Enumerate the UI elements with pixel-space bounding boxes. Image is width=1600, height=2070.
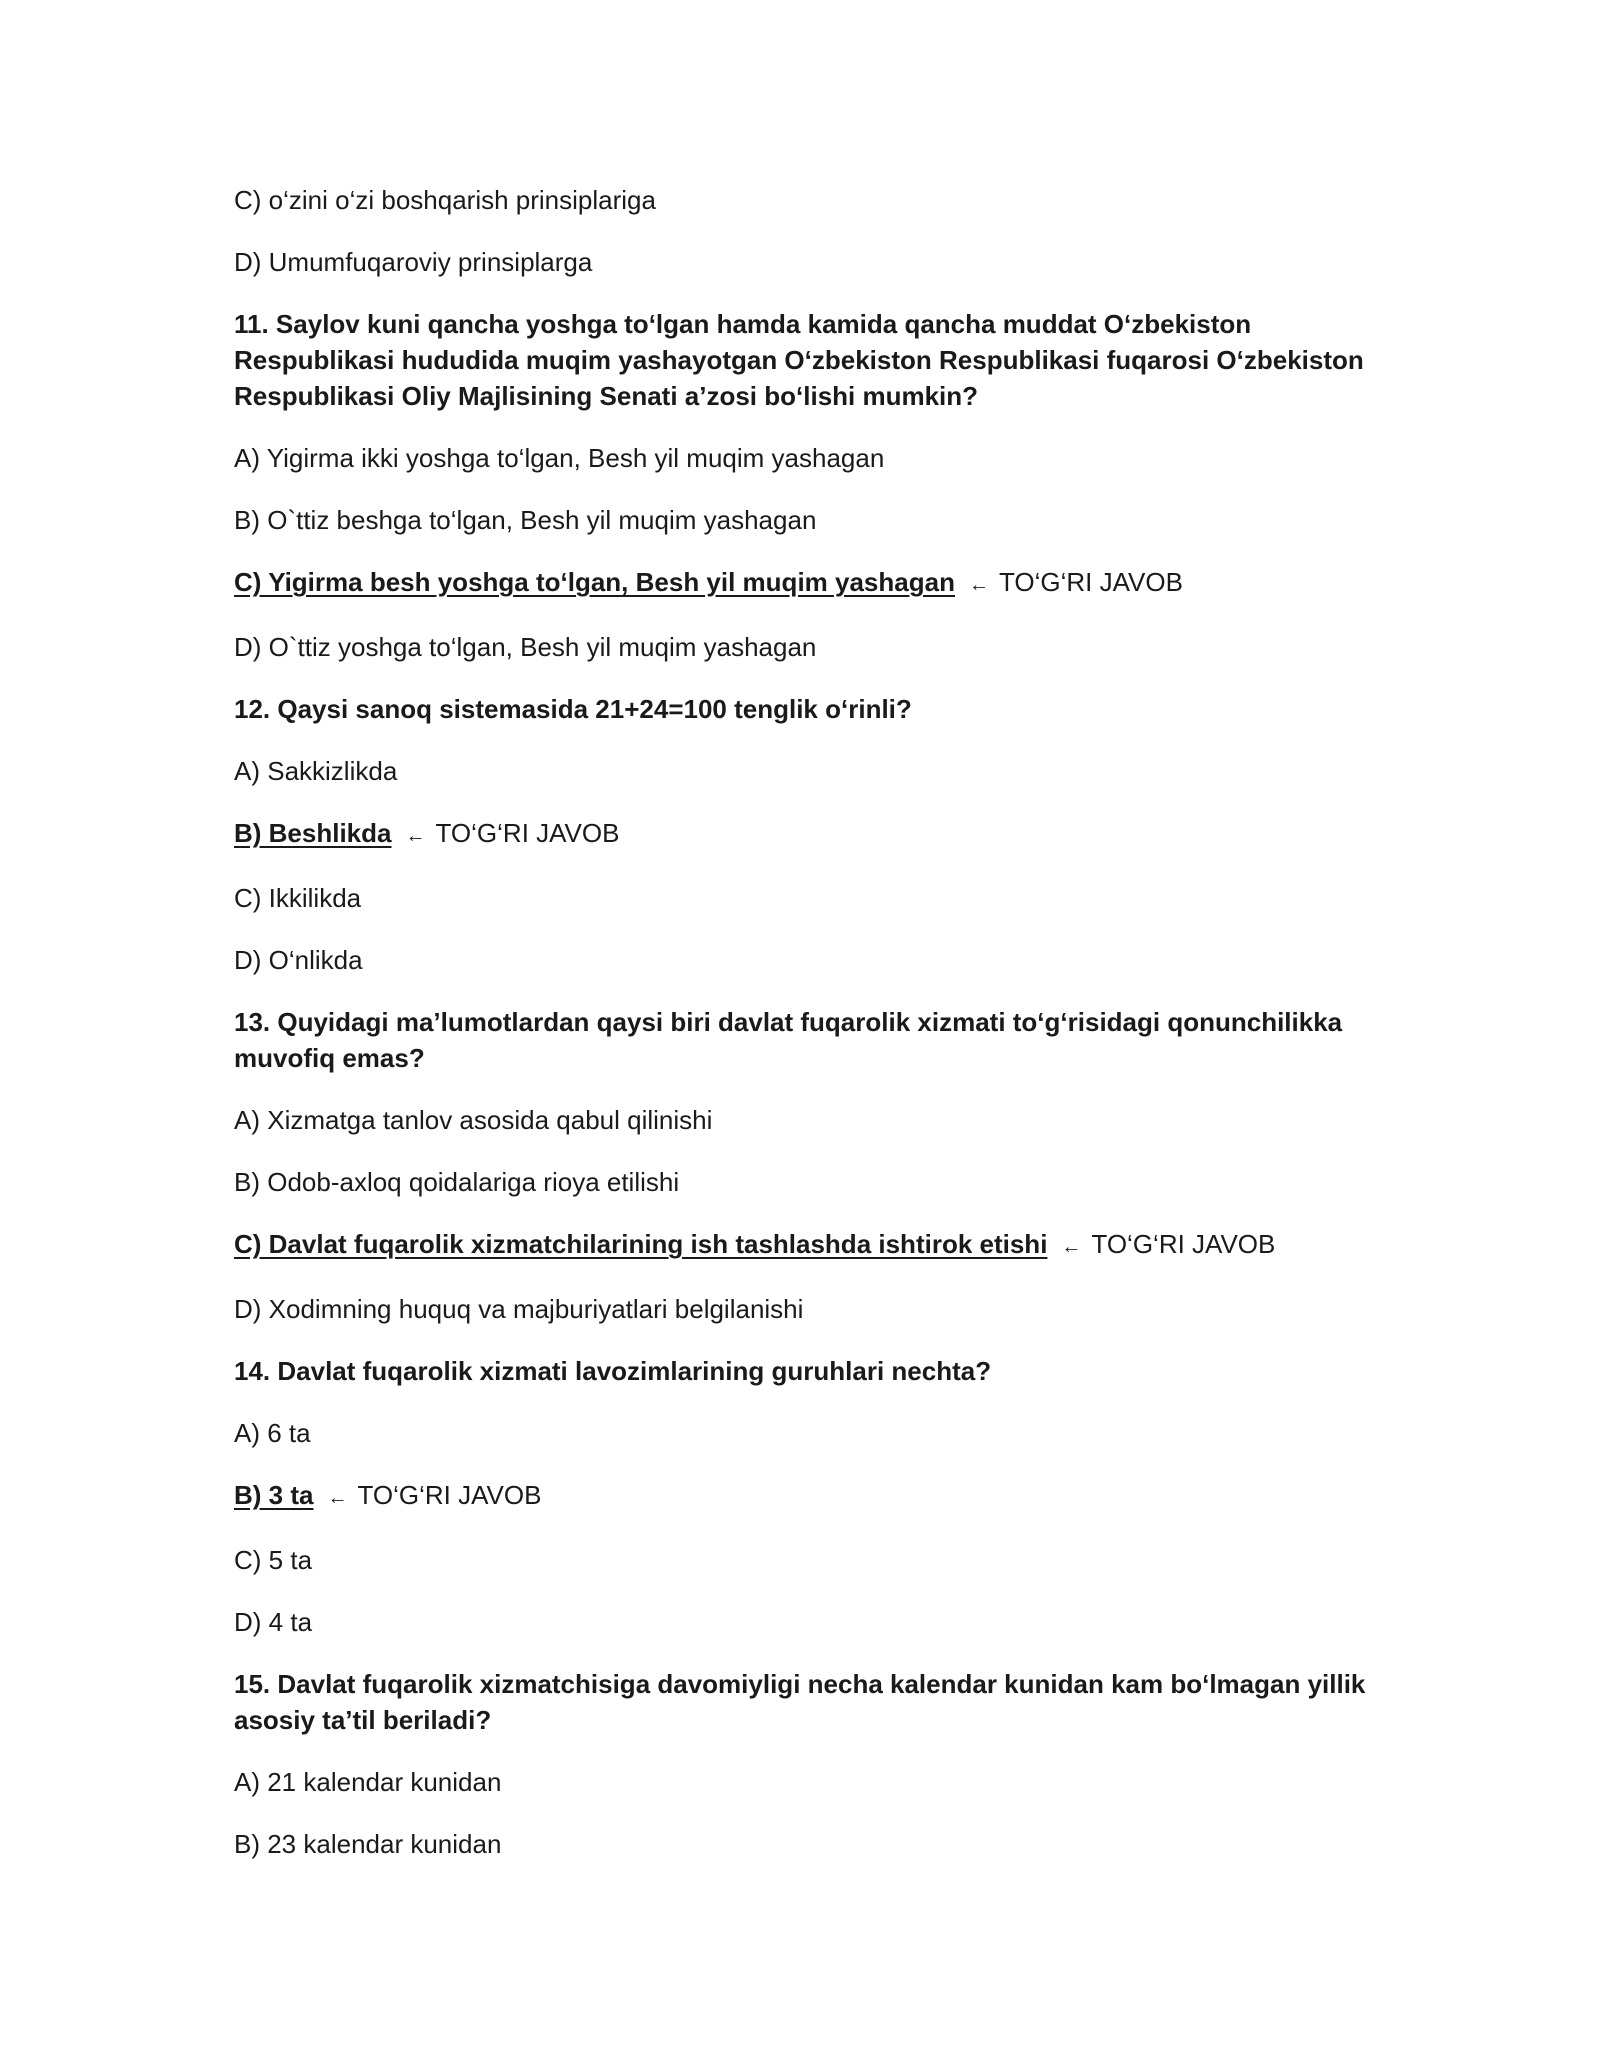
option-a: A) 6 ta — [234, 1418, 311, 1448]
option-d: D) O`ttiz yoshga to‘lgan, Besh yil muqim yashagan — [234, 632, 817, 662]
left-arrow-icon: ← — [968, 574, 989, 596]
option-c-correct: C) Davlat fuqarolik xizmatchilarining ish tashlashda ishtirok etishi ← TO‘G‘RI JAVOB — [234, 1229, 1276, 1259]
correct-answer-label: TO‘G‘RI JAVOB — [435, 818, 620, 848]
option-b: B) O`ttiz beshga to‘lgan, Besh yil muqim yashagan — [234, 505, 817, 535]
correct-answer-label: TO‘G‘RI JAVOB — [1091, 1229, 1276, 1259]
option-d: D) Xodimning huquq va majburiyatlari belgilanishi — [234, 1294, 804, 1324]
option-b: B) 23 kalendar kunidan — [234, 1829, 502, 1859]
option-c-correct: C) Yigirma besh yoshga to‘lgan, Besh yil muqim yashagan ← TO‘G‘RI JAVOB — [234, 567, 1183, 597]
option-c: C) o‘zini o‘zi boshqarish prinsiplariga — [234, 185, 656, 215]
option-b: B) Odob-axloq qoidalariga rioya etilishi — [234, 1167, 680, 1197]
correct-answer-marker — [327, 1480, 541, 1510]
option-b-correct: B) Beshlikda ← TO‘G‘RI JAVOB — [234, 818, 620, 848]
left-arrow-icon: ← — [327, 1487, 348, 1509]
question-11: 11. Saylov kuni qancha yoshga to‘lgan hamda kamida qancha muddat O‘zbekiston Respublikasi hududida muqim yashayotgan O‘zbekiston Respublikasi fuqarosi O‘zbekiston Respublikasi Oliy Majlisining Senati a’zosi bo‘lishi mumkin? — [234, 309, 1364, 411]
question-15: 15. Davlat fuqarolik xizmatchisiga davomiyligi necha kalendar kunidan kam bo‘lmagan yillik asosiy ta’til beriladi? — [234, 1669, 1366, 1735]
document-page — [234, 182, 1394, 1888]
option-d: D) O‘nlikda — [234, 945, 363, 975]
option-a: A) Yigirma ikki yoshga to‘lgan, Besh yil muqim yashagan — [234, 443, 885, 473]
option-c: C) Ikkilikda — [234, 883, 362, 913]
option-a: A) Sakkizlikda — [234, 756, 398, 786]
option-c: C) 5 ta — [234, 1545, 313, 1575]
left-arrow-icon: ← — [405, 825, 426, 847]
correct-answer-marker — [969, 567, 1183, 597]
correct-answer-marker — [406, 818, 620, 848]
correct-answer-label: TO‘G‘RI JAVOB — [357, 1480, 542, 1510]
question-13: 13. Quyidagi ma’lumotlardan qaysi biri davlat fuqarolik xizmati to‘g‘risidagi qonunchilikka muvofiq emas? — [234, 1007, 1343, 1073]
correct-answer-marker — [1061, 1229, 1275, 1259]
option-a: A) Xizmatga tanlov asosida qabul qilinishi — [234, 1105, 713, 1135]
question-12: 12. Qaysi sanoq sistemasida 21+24=100 tenglik o‘rinli? — [234, 694, 912, 724]
option-d: D) Umumfuqaroviy prinsiplarga — [234, 247, 593, 277]
option-b-correct: B) 3 ta ← TO‘G‘RI JAVOB — [234, 1480, 542, 1510]
question-14: 14. Davlat fuqarolik xizmati lavozimlarining guruhlari nechta? — [234, 1356, 992, 1386]
option-d: D) 4 ta — [234, 1607, 313, 1637]
option-a: A) 21 kalendar kunidan — [234, 1767, 502, 1797]
correct-answer-label: TO‘G‘RI JAVOB — [998, 567, 1183, 597]
left-arrow-icon: ← — [1061, 1236, 1082, 1258]
